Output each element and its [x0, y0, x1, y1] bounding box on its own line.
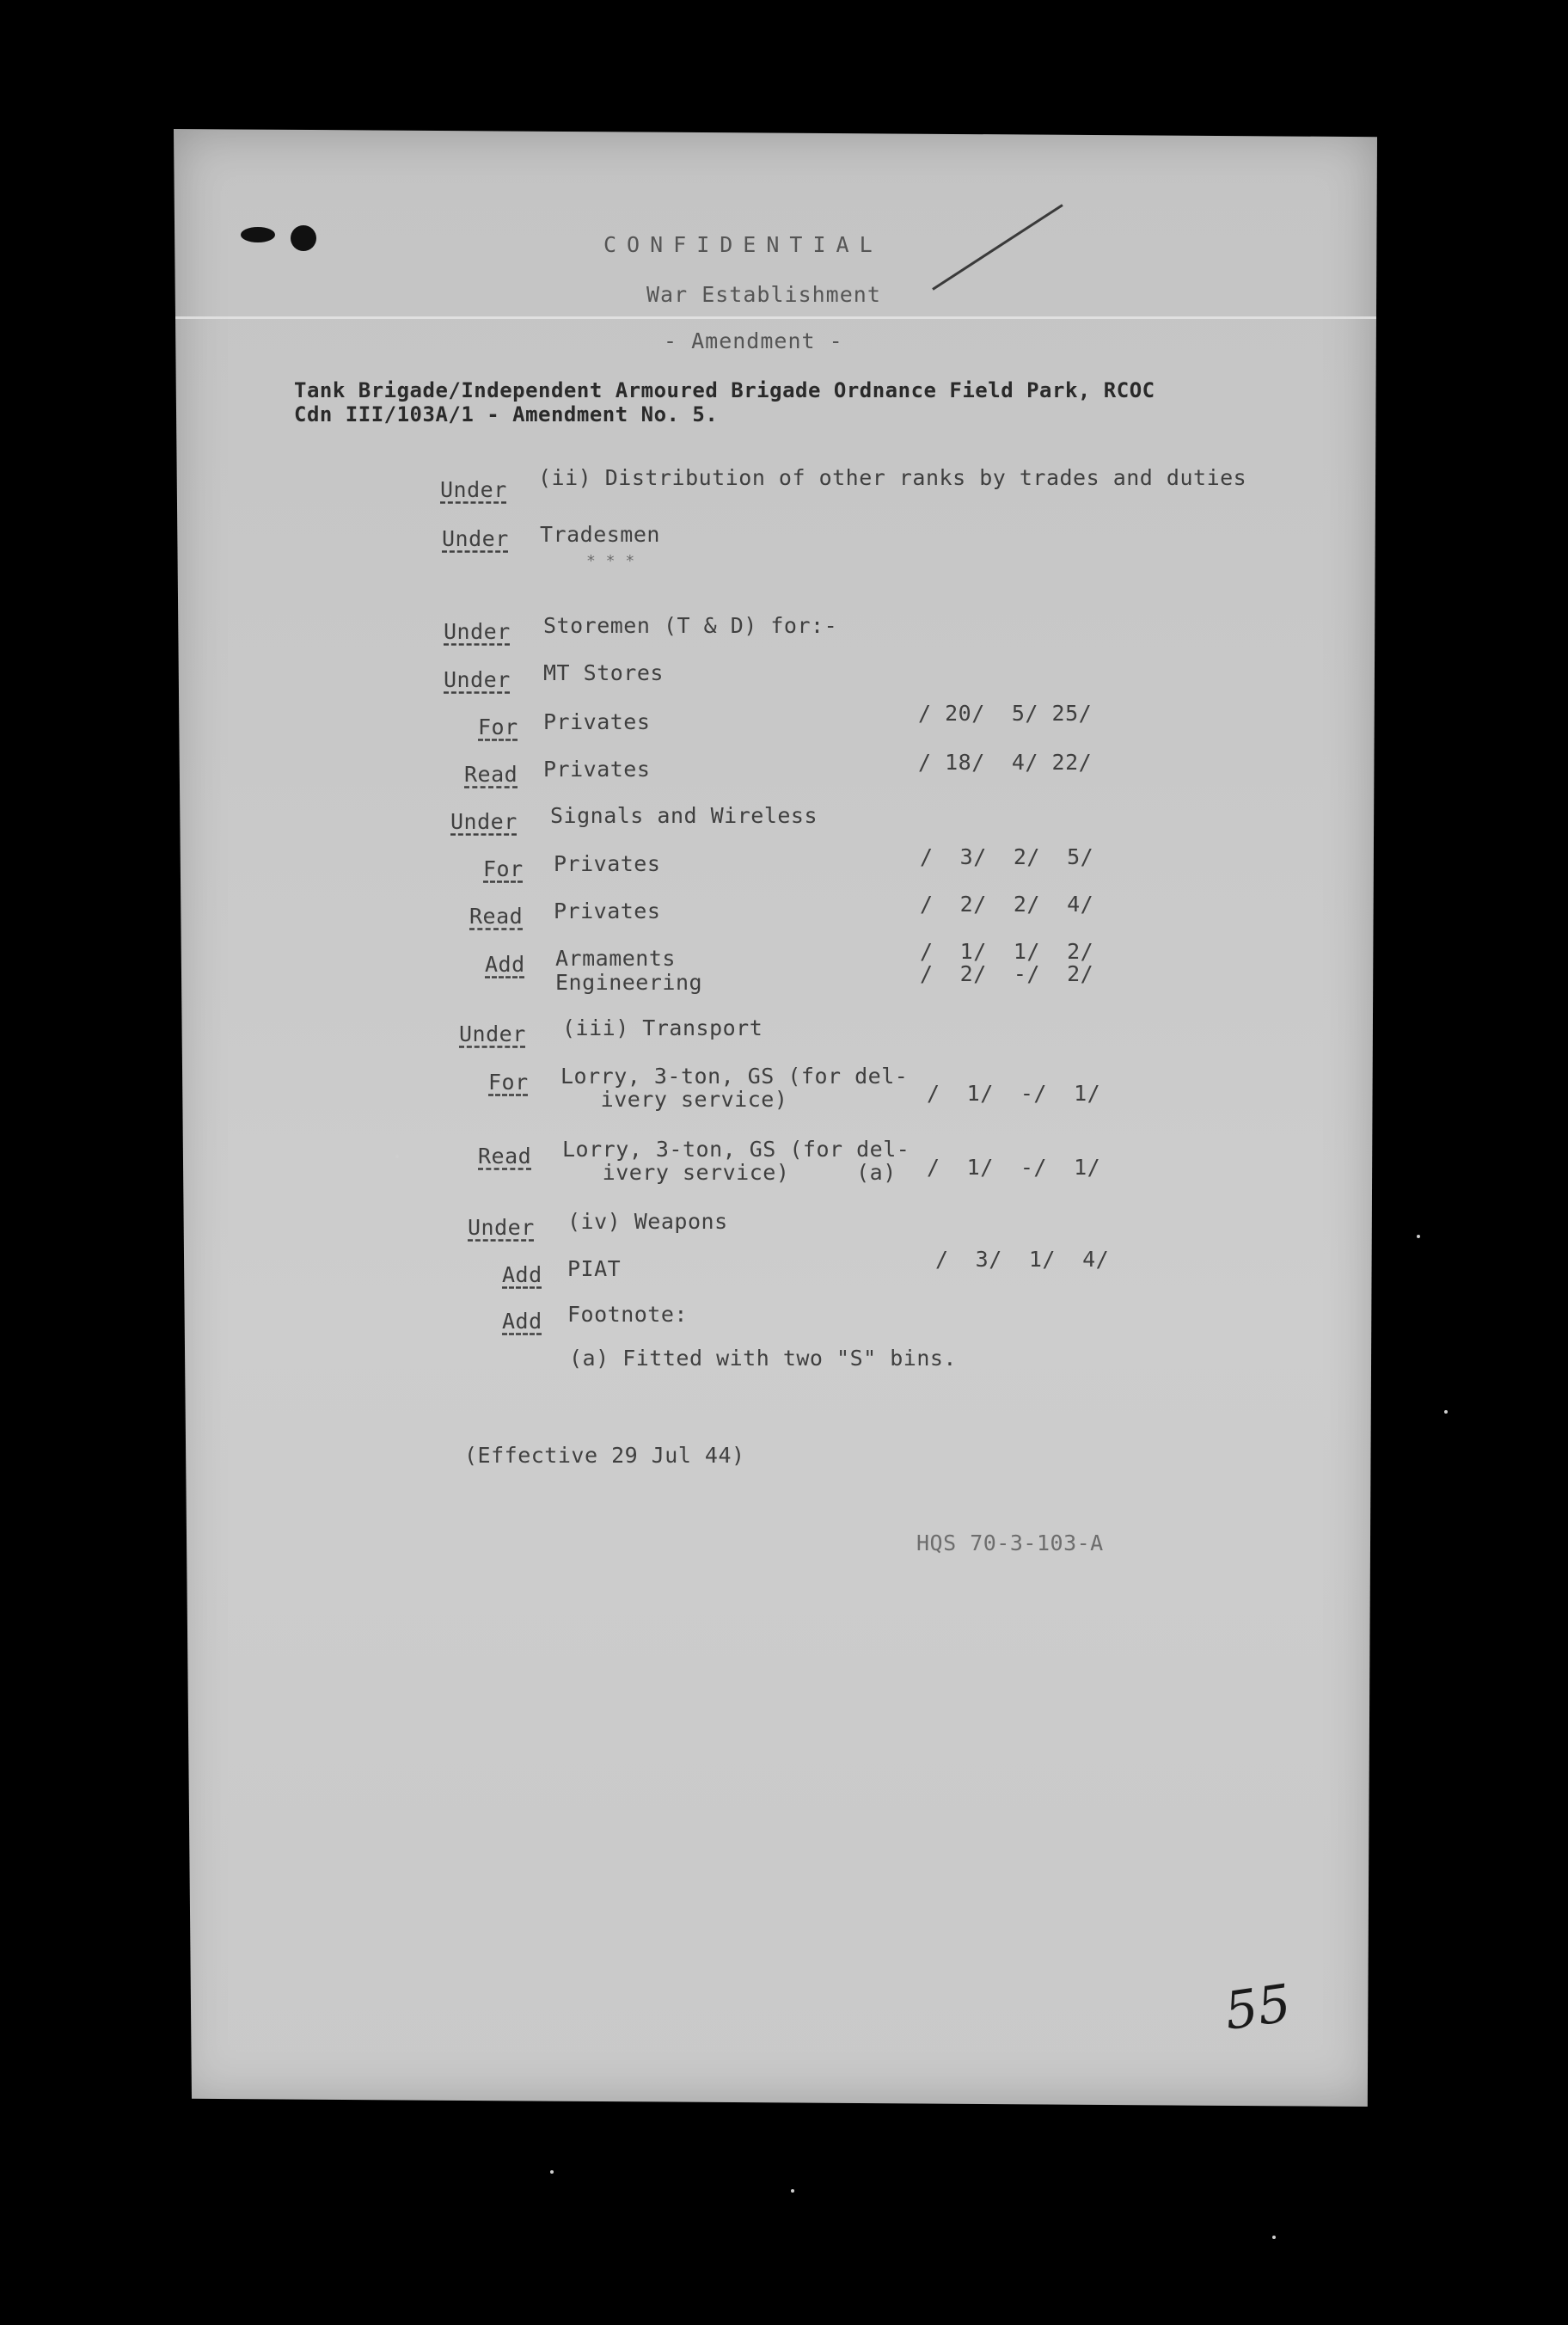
line-keyword: Read [464, 762, 518, 787]
line-keyword: Add [502, 1262, 542, 1287]
line-text: (ii) Distribution of other ranks by trades and duties [538, 465, 1247, 490]
fold-line [174, 316, 1377, 319]
line-keyword: Under [468, 1215, 535, 1240]
line-text: Tradesmen [540, 522, 660, 547]
line-keyword: Under [450, 809, 518, 834]
line-keyword: For [483, 856, 524, 881]
scan-speck [1417, 1235, 1420, 1238]
scan-speck [550, 2170, 554, 2174]
confidential-heading: CONFIDENTIAL [603, 232, 883, 257]
effective-date: (Effective 29 Jul 44) [464, 1443, 745, 1468]
line-text: Footnote: [567, 1302, 688, 1327]
line-figures: / 3/ 1/ 4/ [935, 1247, 1110, 1272]
line-text: Privates [543, 757, 651, 782]
line-keyword: Read [469, 904, 524, 929]
line-text: * * * [586, 552, 635, 570]
line-figures: / 2/ -/ 2/ [920, 961, 1094, 986]
line-text: PIAT [567, 1256, 622, 1281]
line-text: (iv) Weapons [567, 1209, 728, 1234]
line-figures: / 18/ 4/ 22/ [918, 750, 1093, 775]
line-keyword: Add [502, 1309, 542, 1334]
line-keyword: Under [459, 1021, 526, 1046]
line-figures: / 2/ 2/ 4/ [920, 892, 1094, 917]
line-figures: / 3/ 2/ 5/ [920, 844, 1094, 869]
scan-speck [395, 1155, 399, 1158]
line-text: Privates [554, 851, 661, 876]
line-keyword: For [478, 715, 518, 739]
line-keyword: Under [440, 477, 507, 502]
line-text: ivery service) (a) [562, 1160, 897, 1185]
line-text: Storemen (T & D) for:- [543, 613, 838, 638]
line-text: Privates [543, 709, 651, 734]
line-figures: / 1/ -/ 1/ [927, 1081, 1101, 1106]
amendment-label: - Amendment - [664, 328, 843, 353]
line-text: Lorry, 3-ton, GS (for del- [560, 1064, 909, 1089]
line-figures: / 1/ -/ 1/ [927, 1155, 1101, 1180]
line-text: Engineering [555, 970, 703, 995]
line-text: Lorry, 3-ton, GS (for del- [562, 1137, 910, 1162]
line-keyword: Read [478, 1144, 532, 1169]
line-text: Privates [554, 899, 661, 923]
scan-speck [1444, 1410, 1448, 1414]
file-reference: HQS 70-3-103-A [916, 1531, 1104, 1555]
line-text: MT Stores [543, 660, 664, 685]
document-reference: Cdn III/103A/1 - Amendment No. 5. [294, 402, 719, 426]
line-keyword: Under [444, 619, 511, 644]
line-keyword: Add [485, 952, 525, 977]
line-keyword: Under [442, 526, 509, 551]
scan-speck [791, 2189, 794, 2193]
document-title: Tank Brigade/Independent Armoured Brigade Ordnance Field Park, RCOC [294, 378, 1155, 402]
line-keyword: Under [444, 667, 511, 692]
line-figures: / 20/ 5/ 25/ [918, 701, 1093, 726]
line-text: Armaments [555, 946, 676, 971]
line-keyword: For [488, 1070, 529, 1095]
line-text: (iii) Transport [562, 1015, 763, 1040]
line-text: (a) Fitted with two "S" bins. [569, 1346, 957, 1371]
war-establishment-heading: War Establishment [646, 282, 881, 307]
ink-blot-mark [239, 219, 321, 254]
line-text: ivery service) [560, 1087, 788, 1112]
line-figures: / 1/ 1/ 2/ [920, 939, 1094, 964]
handwritten-page-number: 55 [1221, 1973, 1295, 2042]
scan-speck [1272, 2236, 1276, 2239]
line-text: Signals and Wireless [550, 803, 818, 828]
